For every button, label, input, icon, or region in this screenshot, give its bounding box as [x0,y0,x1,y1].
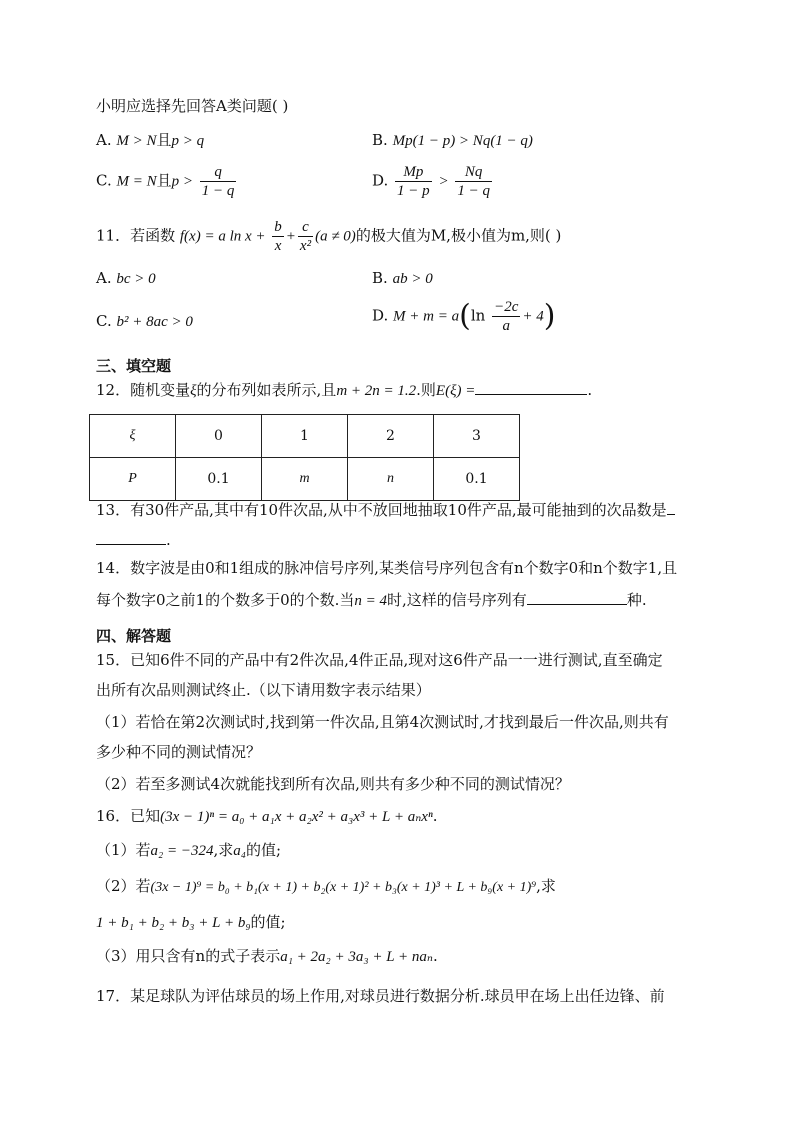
table-cell: 3 [434,415,520,458]
q15-part1-line2: 多少种不同的测试情况？ [96,743,262,761]
q17-line1: 17．某足球队为评估球员的场上作用,对球员进行数据分析.球员甲在场上出任边锋、前 [96,987,665,1005]
q15-line1: 15．已知6件不同的产品中有2件次品,4件正品,现对这6件产品一一进行测试,直至确定 [96,651,663,669]
math: (a ≠ 0) [315,228,356,245]
option-label: A. [96,269,112,287]
table-cell: n [348,458,434,501]
text: 12．随机变量 [96,381,191,399]
math: p > q [171,133,205,149]
q13-blank-line [96,530,171,550]
text: . [587,381,593,399]
fraction: $\frac{-2c}{a}$ [494,299,519,334]
math: bc > 0 [116,271,156,287]
answer-blank[interactable] [667,500,675,515]
q11-option-a [96,268,156,289]
q16-part1 [96,840,281,861]
option-label: D. [372,306,389,325]
math: a₁ + 2a₂ + 3a₃ + L + naₙ [280,949,434,965]
text: 的值; [250,913,286,931]
text: 的极大值为M,极小值为m,则( ) [355,226,562,245]
paren: ) [543,298,556,334]
q10-tail: 小明应选择先回答A类问题( ) [96,97,289,115]
q14-line1: 14．数字波是由0和1组成的脉冲信号序列,某类信号序列包含有n个数字0和n个数字1,且 [96,559,678,577]
math: n = 4 [354,593,388,609]
section-title: 四、解答题 [96,627,172,645]
text: 16．已知 [96,807,161,825]
text: . [433,947,438,965]
text: 的分布列如表所示,且 [196,381,337,399]
text: 且 [156,171,172,190]
fraction: $\frac{b}{x}$ [274,219,282,254]
option-label: D. [372,171,389,190]
table-cell: 0.1 [176,458,262,501]
table-row [90,458,520,501]
math: ln [470,306,486,325]
option-label: A. [96,131,112,149]
math: p > [171,173,194,190]
q13-stem [96,500,675,520]
option-label: B. [372,131,388,149]
math: M > N [116,133,157,149]
q11-option-b [372,268,433,289]
table-cell: 2 [348,415,434,458]
table-cell: m [262,458,348,501]
table-cell: ξ [90,415,176,458]
q11-option-c [96,311,193,332]
text: （1）若 [96,841,151,859]
math: M + m = a [393,308,460,325]
q15-part1-line1: （1）若恰在第2次测试时,找到第一件次品,且第4次测试时,才找到最后一件次品,则共有 [96,713,669,731]
q10-option-d [372,163,494,200]
q15-line2: 出所有次品则测试终止.（以下请用数字表示结果） [96,681,431,699]
text: 的值; [246,841,282,859]
math: a₄ [233,843,247,859]
option-label: B. [372,269,388,287]
text: （3）用只含有n的式子表示 [96,947,281,965]
table-cell: P [90,458,176,501]
math: + 4 [522,308,544,325]
math: m + 2n = 1.2 [336,383,417,399]
math: Mp(1 − p) > Nq(1 − q) [392,133,533,149]
text: ,求 [213,841,234,859]
q14-line2 [96,590,647,611]
q12-stem [96,380,592,401]
distribution-table [89,414,520,501]
answer-blank[interactable] [96,530,166,545]
text: 13．有30件产品,其中有10件次品,从中不放回地抽取10件产品,最可能抽到的次品数是 [96,501,667,519]
text: . [432,807,438,825]
q11-option-d [372,298,555,335]
q10-option-b [372,130,533,151]
q16-part2 [96,876,556,898]
math: M = N [116,173,157,190]
answer-blank[interactable] [527,590,627,605]
option-label: C. [96,312,112,330]
q10-option-a [96,130,204,151]
text: . [166,531,171,549]
table-cell: 1 [262,415,348,458]
fraction: $\frac{c}{\text{x²}}$ [299,219,312,254]
text: 时,这样的信号序列有 [387,591,527,609]
math: ξ [190,383,197,399]
math: + [285,228,296,245]
text: .则 [416,381,436,399]
text: 每个数字0之前1的个数多于0的个数.当 [96,591,355,609]
math: b² + 8ac > 0 [116,314,193,330]
q11-stem [96,218,561,255]
text: 种. [626,591,647,609]
q10-option-c [96,163,238,200]
fraction: $\frac{Mp}{1 - p}$ [397,164,430,199]
text: ,求 [536,877,556,895]
text: （2）若 [96,877,151,895]
q16-stem [96,806,437,827]
math: E(ξ) = [435,383,476,399]
table-cell: 0 [176,415,262,458]
math: f(x) = a ln x + [179,228,266,245]
table-cell: 0.1 [434,458,520,501]
table-row [90,415,520,458]
q15-part2: （2）若至多测试4次就能找到所有次品,则共有多少种不同的测试情况？ [96,775,570,793]
section-title: 三、填空题 [96,357,172,375]
fraction: $\frac{Nq}{1 - q}$ [457,164,490,199]
math: 1 + b₁ + b₂ + b₃ + L + b₉ [96,915,251,931]
text: 11．若函数 [96,226,176,245]
text: 且 [156,131,172,149]
math: > [438,173,449,190]
math: a₂ = −324 [150,843,214,859]
math: (3x − 1)ⁿ = a₀ + a₁x + a₂x² + a₃x³ + L + aₙxⁿ [160,809,433,825]
q16-part3 [96,946,438,967]
option-label: C. [96,171,112,190]
q16-part2-line2 [96,912,286,933]
math: (3x − 1)⁹ = b₀ + b₁(x + 1) + b₂(x + 1)² + b₃(x + 1)³ + L + b₉(x + 1)⁹ [150,880,537,895]
fraction: $\frac{q}{1 - q}$ [201,164,235,199]
answer-blank[interactable] [475,380,587,395]
paren: ( [459,298,471,334]
math: ab > 0 [392,271,433,287]
